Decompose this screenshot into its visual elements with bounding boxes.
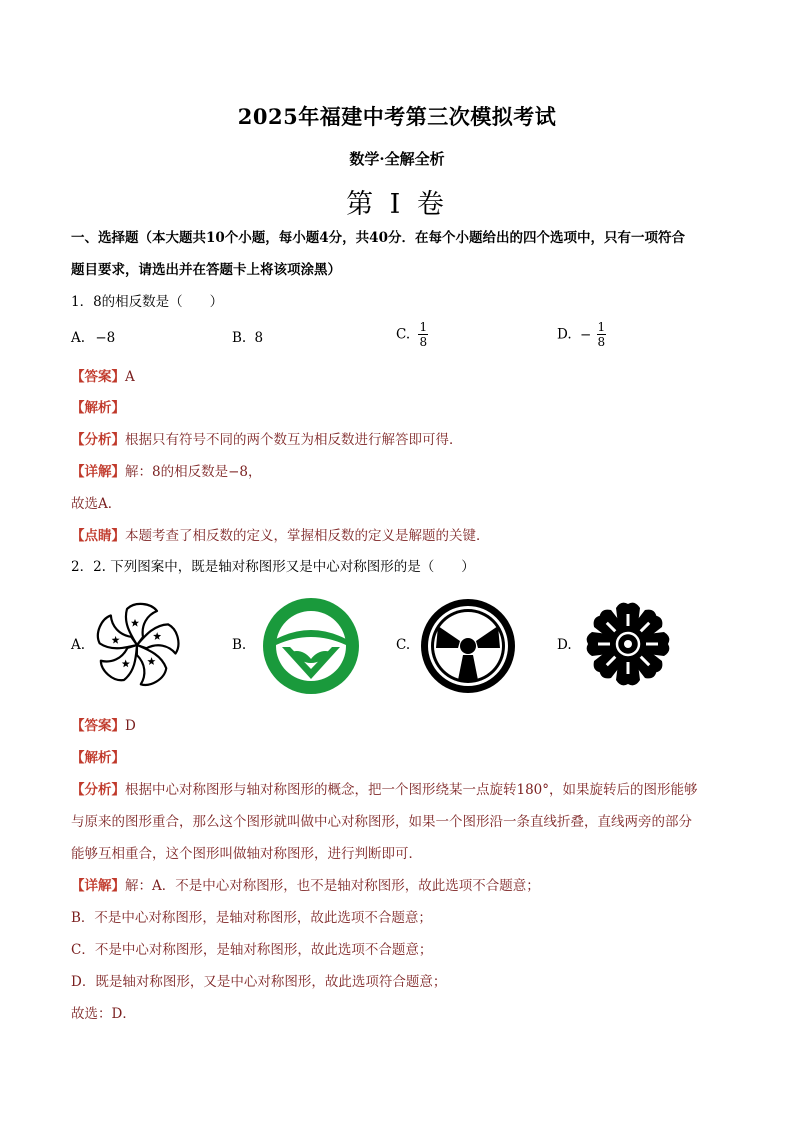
page-title: 2025年福建中考第三次模拟考试 [237,104,557,129]
q1-option-b [232,328,263,348]
q1-xiangjie [71,462,262,482]
analysis-tag: 【解析】 [71,750,125,766]
fraction-denominator: 8 [597,335,606,349]
option-value: 8 [254,330,264,346]
q1-fenxi [71,430,463,450]
option-value: −8 [95,330,116,346]
q2-choose: 故选：D． [71,1006,136,1022]
fenxi-text: 根据中心对称图形与轴对称图形的概念，把一个图形绕某一点旋转180°，如果旋转后的图形能够 [125,782,698,798]
fraction-numerator: 1 [419,320,428,334]
fenxi-tag: 【分析】 [71,782,125,798]
xiangjie-tag: 【详解】 [71,878,125,894]
q1-dianjing [71,526,490,546]
section-instruction-2: 题目要求，请选出并在答题卡上将该项涂黑） [71,262,341,278]
answer-tag: 【答案】 [71,369,125,385]
q2-fenxi-3: 能够互相重合，这个图形叫做轴对称图形，进行判断即可． [71,846,422,862]
radiation-icon [418,597,518,695]
chrysanthemum-icon [582,598,674,690]
q2-answer [71,716,136,736]
q1-answer [71,367,135,387]
fraction [418,320,428,349]
q2-fenxi-1 [71,780,698,800]
answer-tag: 【答案】 [71,718,125,734]
fraction-numerator: 1 [597,320,606,334]
q2-label-c: C. [396,637,411,653]
answer-value: D [125,718,136,734]
bauhinia-icon [90,600,184,690]
green-food-logo-icon [262,597,360,695]
answer-value: A [125,369,135,385]
xiangjie-text: 解：8的相反数是−8， [125,464,262,480]
q2-label-a: A. [71,637,86,653]
q2-label-b: B. [232,637,247,653]
q2-xiangjie-4: D．既是轴对称图形，又是中心对称图形，故此选项符合题意； [71,974,447,990]
q1-analysis [71,398,125,418]
q2-xiangjie-3: C．不是中心对称图形，是轴对称图形，故此选项不合题意； [71,942,433,958]
q2-fenxi-2: 与原来的图形重合，那么这个图形就叫做中心对称图形，如果一个图形沿一条直线折叠，直线两旁的部分 [71,814,692,830]
section-instruction-1: 一、选择题（本大题共10个小题，每小题4分，共40分．在每个小题给出的四个选项中，只有一项符合 [71,230,685,246]
q1-choose: 故选A． [71,496,122,512]
dianjing-tag: 【点睛】 [71,528,125,544]
volume-heading: 第 I 卷 [346,189,448,220]
xiangjie-text: 解：A．不是中心对称图形，也不是轴对称图形，故此选项不合题意； [125,878,540,894]
option-label: A. [71,330,86,346]
q2-stem: 2．2. 下列图案中，既是轴对称图形又是中心对称图形的是（ ） [71,559,475,575]
q2-xiangjie-2: B．不是中心对称图形，是轴对称图形，故此选项不合题意； [71,910,432,926]
fraction [597,320,607,349]
option-label: D. [557,326,572,343]
q1-stem: 1．8的相反数是（ ） [71,294,224,310]
option-label: B. [232,330,247,346]
fenxi-tag: 【分析】 [71,432,125,448]
option-label: C. [396,326,411,343]
page-subtitle: 数学·全解全析 [349,150,445,168]
q2-label-d: D. [557,637,572,653]
q2-xiangjie-1 [71,876,540,896]
q1-option-d [557,320,606,349]
minus-sign: − [579,326,592,343]
dianjing-text: 本题考查了相反数的定义，掌握相反数的定义是解题的关键． [125,528,490,544]
q2-analysis [71,748,125,768]
q1-option-a [71,328,115,348]
q1-option-c [396,320,428,349]
xiangjie-tag: 【详解】 [71,464,125,480]
fenxi-text: 根据只有符号不同的两个数互为相反数进行解答即可得． [125,432,463,448]
analysis-tag: 【解析】 [71,400,125,416]
fraction-denominator: 8 [419,335,428,349]
